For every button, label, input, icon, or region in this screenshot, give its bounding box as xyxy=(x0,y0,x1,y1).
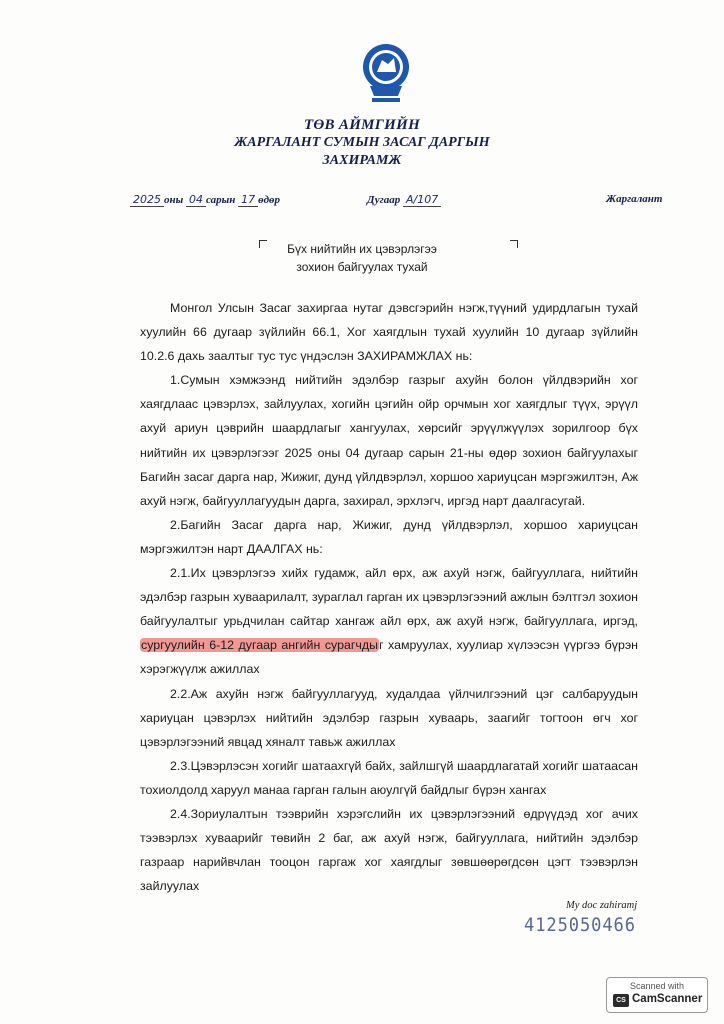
clause-2-3: 2.3.Цэвэрлэсэн хогийг шатаахгүй байх, зайлшгүй шаардлагатай хогийг шатаасан тохиолдолд харуул манаа гарган галын аюулгүй байдлыг бүрэн хангах xyxy=(140,758,638,797)
stamp-number: 4125050466 xyxy=(524,914,636,936)
date-year-label: оны xyxy=(164,194,184,206)
document-number-value: А/107 xyxy=(403,193,441,207)
clause-2-1-text-a: 2.1.Их цэвэрлэгээ хийх гудамж, айл өрх, аж ахуй нэгж, байгууллага, нийтийн эдэлбэр газрын хуваарилалт, зураглал гарган их цэвэрлэгээний ажлын бэлтгэл зохион байгуулалтыг урьдчилан сайтар хангаж айл өрх, аж ахуй нэгж, байгууллага, иргэд, xyxy=(140,566,639,629)
date-month-label: сарын xyxy=(206,194,236,206)
subject-line-2: зохион байгуулах тухай xyxy=(296,260,428,274)
scanned-with-text: Scanned with xyxy=(629,981,685,991)
date-day: 17 xyxy=(238,193,258,207)
header-line-province: ТӨВ АЙМГИЙН xyxy=(303,117,421,133)
camscanner-logo-icon: CS xyxy=(613,994,629,1007)
document-place: Жаргалант xyxy=(606,193,663,205)
state-emblem-icon xyxy=(360,40,412,106)
clause-2-1-text-b: г хамруулах, хуулиар хүлээсэн үүргээ бүрэн хэрэгжүүлж ажиллах xyxy=(140,638,638,677)
subject-line-1: Бүх нийтийн их цэвэрлэгээ xyxy=(287,242,437,256)
header-line-decree: ЗАХИРАМЖ xyxy=(322,153,402,168)
clause-1: 1.Сумын хэмжээнд нийтийн эдэлбэр газрыг ахуйн болон үйлдвэрийн хог хаягдлаас цэвэрлэх, зайлуулах, хогийн цэгийн ойр орчмын хог хаягдлыг түүх, эрүүл ахуй ариун цэврийн шаардлагыг хангуулах, хөрсийг эрүүлжүүлэх зорилгоор бүх нийтийн их цэвэрлэгээг 2025 оны 04 дугаар сарын 21-ны өдөр зохион байгуулахыг Багийн засаг дарга нар, Жижиг, дунд үйлдвэрлэл, хоршоо хариуцсан мэргэжилтэн, Аж ахуй нэгж, байгууллагуудын дарга, захирал, эрхлэгч, иргэд нарт даалгасугай. xyxy=(140,373,638,508)
preamble-paragraph: Монгол Улсын Засаг захиргаа нутаг дэвсгэрийн нэгж,түүний удирдлагын тухай хуулийн 66 дугаар зүйлийн 66.1, Хог хаягдлын тухай хуулийн 10 дугаар зүйлийн 10.2.6 дахь заалтыг тус тус үндэслэн ЗАХИРАМЖЛАХ нь: xyxy=(140,301,638,364)
clause-2-2: 2.2.Аж ахуйн нэгж байгууллагууд, худалдаа үйлчилгээний цэг салбаруудын хариуцан цэвэрлэх нийтийн эдэлбэр газрын хуваарь, заагийг тогтоон өгч хог цэвэрлэгээний явцад хяналт тавьж ажиллах xyxy=(140,686,638,749)
document-number-label: Дугаар xyxy=(367,194,401,206)
date-line xyxy=(130,193,280,206)
date-month: 04 xyxy=(186,193,206,207)
document-number xyxy=(367,193,441,206)
doc-file-label: My doc zahiramj xyxy=(566,900,638,911)
camscanner-name: CamScanner xyxy=(632,993,703,1005)
document-body xyxy=(140,296,638,898)
highlighted-text: сургуулийн 6-12 дугаар ангийн сурагчды xyxy=(141,638,378,653)
date-day-label: өдөр xyxy=(258,194,281,206)
clause-2-4: 2.4.Зориулалтын тээврийн хэрэгслийн их цэвэрлэгээний өдрүүдэд хог ачих тээвэрлэх хуваарийг төвийн 2 баг, аж ахуй нэгж, байгууллага, нийтийн эдэлбэр газраар нарийвчлан тооцон гаргаж хог хаягдлыг зөвшөөрөгдсөн цэгт тээвэрлэн зайлуулах xyxy=(140,806,638,894)
date-year: 2025 xyxy=(130,193,164,207)
clause-2: 2.Багийн Засаг дарга нар, Жижиг, дунд үйлдвэрлэл, хоршоо хариуцсан мэргэжилтэн нарт ДААЛГАХ нь: xyxy=(140,517,638,556)
camscanner-watermark xyxy=(606,977,708,1013)
document-subject xyxy=(0,240,724,276)
clause-2-1 xyxy=(140,561,638,681)
header-line-soum-governor: ЖАРГАЛАНТ СУМЫН ЗАСАГ ДАРГЫН xyxy=(234,135,490,150)
